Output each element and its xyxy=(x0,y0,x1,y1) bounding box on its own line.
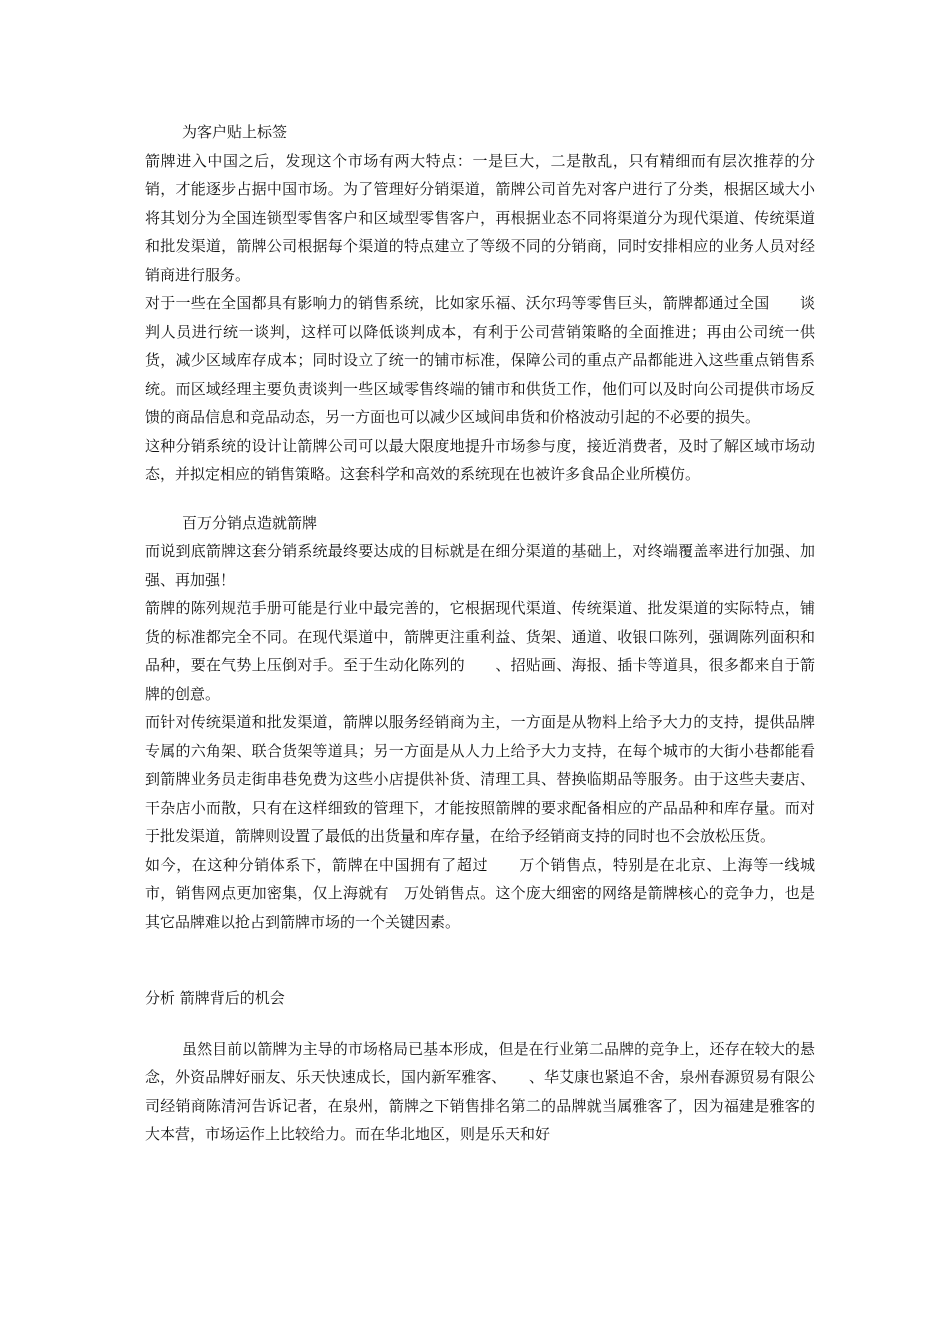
paragraph: 这种分销系统的设计让箭牌公司可以最大限度地提升市场参与度，接近消费者，及时了解区域市场动态，并拟定相应的销售策略。这套科学和高效的系统现在也被许多食品企业所模仿。 xyxy=(145,436,815,483)
spacer xyxy=(145,1013,815,1035)
paragraph: 对于一些在全国都具有影响力的销售系统，比如家乐福、沃尔玛等零售巨头，箭牌都通过全国 谈判人员进行统一谈判，这样可以降低谈判成本，有利于公司营销策略的全面推进；再由公司统一供货，减少区域库存成本；同时设立了统一的铺市标准，保障公司的重点产品都能进入这些重点销售系统。而区域经理主要负责谈判一些区域零售终端的铺市和供货工作，他们可以及时向公司提供市场反馈的商品信息和竞品动态，另一方面也可以减少区域间串货和价格波动引起的不必要的损失。 xyxy=(145,294,815,426)
spacer xyxy=(145,936,815,984)
paragraph: 箭牌进入中国之后，发现这个市场有两大特点：一是巨大，二是散乱，只有精细而有层次推荐的分销，才能逐步占据中国市场。为了管理好分销渠道，箭牌公司首先对客户进行了分类，根据区域大小将其划分为全国连锁型零售客户和区域型零售客户，再根据业态不同将渠道分为现代渠道、传统渠道和批发渠道，箭牌公司根据每个渠道的特点建立了等级不同的分销商，同时安排相应的业务人员对经销商进行服务。 xyxy=(145,151,815,284)
spacer xyxy=(145,489,815,509)
section-heading-customer-labels: 为客户贴上标签 xyxy=(182,123,288,141)
document-body xyxy=(145,118,815,1149)
paragraph: 虽然目前以箭牌为主导的市场格局已基本形成，但是在行业第二品牌的竞争上，还存在较大的悬念，外资品牌好丽友、乐天快速成长，国内新军雅客、 、华艾康也紧追不舍，泉州春源贸易有限公司经销商陈清河告诉记者，在泉州，箭牌之下销售排名第二的品牌就当属雅客了，因为福建是雅客的大本营，市场运作上比较给力。而在华北地区，则是乐天和好 xyxy=(145,1039,815,1143)
section-heading-million-outlets: 百万分销点造就箭牌 xyxy=(182,513,318,532)
paragraph: 如今，在这种分销体系下，箭牌在中国拥有了超过 万个销售点，特别是在北京、上海等一线城市，销售网点更加密集，仅上海就有 万处销售点。这个庞大细密的网络是箭牌核心的竞争力，也是其它品牌难以抢占到箭牌市场的一个关键因素。 xyxy=(145,855,815,931)
paragraph: 而说到底箭牌这套分销系统最终要达成的目标就是在细分渠道的基础上，对终端覆盖率进行加强、加强、再加强！ xyxy=(145,542,815,589)
paragraph: 箭牌的陈列规范手册可能是行业中最完善的，它根据现代渠道、传统渠道、批发渠道的实际特点，铺货的标准都完全不同。在现代渠道中，箭牌更注重利益、货架、通道、收银口陈列，强调陈列面积和品种，要在气势上压倒对手。至于生动化陈列的 、招贴画、海报、插卡等道具，很多都来自于箭牌的创意。 xyxy=(145,599,815,703)
paragraph: 而针对传统渠道和批发渠道，箭牌以服务经销商为主，一方面是从物料上给予大力的支持，提供品牌专属的六角架、联合货架等道具；另一方面是从人力上给予大力支持，在每个城市的大街小巷都能看到箭牌业务员走街串巷免费为这些小店提供补货、清理工具、替换临期品等服务。由于这些夫妻店、干杂店小而散，只有在这样细致的管理下，才能按照箭牌的要求配备相应的产品品种和库存量。而对于批发渠道，箭牌则设置了最低的出货量和库存量，在给予经销商支持的同时也不会放松压货。 xyxy=(145,713,815,845)
section-heading-analysis: 分析 箭牌背后的机会 xyxy=(145,989,285,1007)
